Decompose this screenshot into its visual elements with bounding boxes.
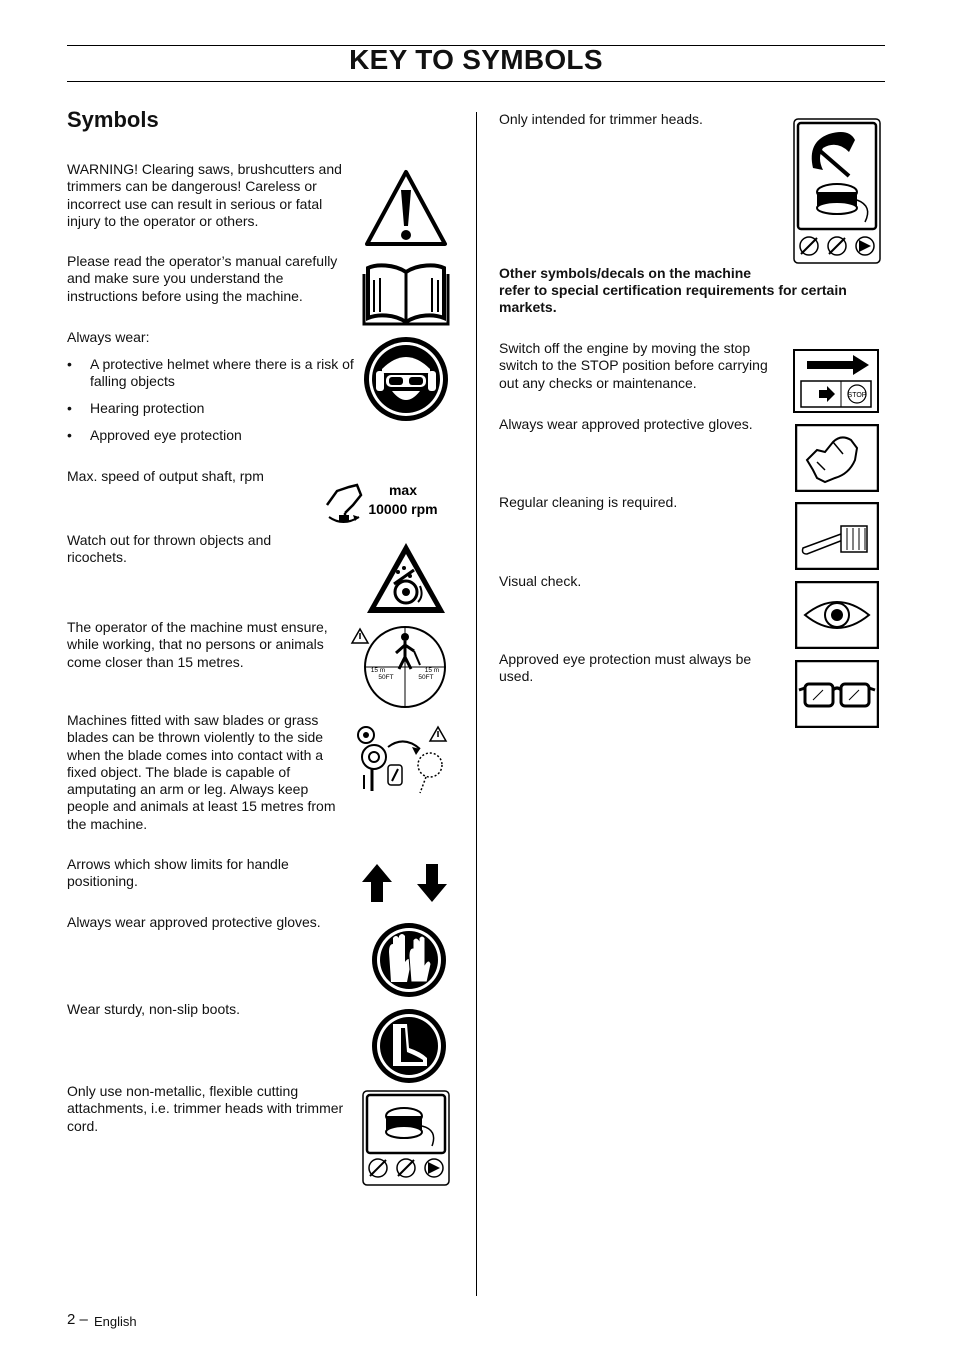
arrow-down-icon [415, 862, 449, 904]
visual-check-text: Visual check. [499, 573, 582, 589]
trimmer-head-only-icon [362, 1090, 450, 1186]
handle-arrows-text: Arrows which show limits for handle positioning. [67, 856, 289, 890]
stop-switch-icon [793, 349, 879, 413]
trimmer-only-text: Only intended for trimmer heads. [499, 111, 703, 127]
safety-distance-icon [350, 625, 450, 709]
page-number: 2 – [67, 1311, 88, 1328]
page-title: KEY TO SYMBOLS [349, 44, 603, 75]
blade-thrust-icon [354, 725, 450, 795]
distance-feet-label-left: 50FT [378, 674, 394, 681]
bullet-text: Approved eye protection [90, 427, 242, 443]
gloves-decal-icon [795, 424, 879, 492]
bullet-mark: • [67, 356, 72, 372]
eye-protection-text: Approved eye protection must always be used. [499, 651, 752, 685]
distance-text: The operator of the machine must ensure, while working, that no persons or animals come closer than 15 metres. [67, 619, 328, 670]
max-label: max [388, 482, 418, 498]
cleaning-text: Regular cleaning is required. [499, 494, 678, 510]
section-heading: Symbols [67, 107, 159, 132]
boots-text: Wear sturdy, non-slip boots. [67, 1001, 241, 1017]
bullet-helmet [67, 356, 357, 391]
helmet-hearing-eye-icon [362, 335, 450, 423]
gloves-icon [371, 922, 447, 998]
column-divider [476, 112, 477, 1296]
bullet-eye [67, 427, 357, 444]
cleaning-brush-icon [795, 502, 879, 570]
nonmetal-text: Only use non-metallic, flexible cutting attachments, i.e. trimmer heads with trimmer cord. [67, 1083, 344, 1134]
bullet-text: A protective helmet where there is a risk of falling objects [90, 356, 354, 390]
stop-switch-text: Switch off the engine by moving the stop switch to the STOP position before carrying out any checks or maintenance. [499, 340, 768, 391]
distance-metres-label-right: 15 m [424, 667, 440, 674]
gloves-decal-text: Always wear approved protective gloves. [499, 416, 753, 432]
other-symbols-heading: Other symbols/decals on the machine [499, 265, 752, 281]
bullet-hearing [67, 400, 357, 417]
arrow-up-icon [360, 862, 394, 904]
bullet-mark: • [67, 400, 72, 416]
manual-text: Please read the operator’s manual carefully and make sure you understand the instructions before using the machine. [67, 253, 338, 304]
trimmer-machine-icon [793, 118, 881, 264]
stop-label: STOP [847, 392, 867, 399]
read-manual-icon [362, 260, 450, 326]
boots-icon [371, 1008, 447, 1084]
gloves-text: Always wear approved protective gloves. [67, 914, 321, 930]
distance-feet-label-right: 50FT [418, 674, 434, 681]
max-rpm-icon [323, 477, 447, 527]
warning-text: WARNING! Clearing saws, brushcutters and trimmers can be dangerous! Careless or incorrect use can result in serious or fatal injury to the operator or others. [67, 161, 342, 229]
footer-language: English [94, 1314, 137, 1329]
always-wear-text: Always wear: [67, 329, 150, 345]
warning-triangle-icon [363, 168, 449, 248]
bullet-text: Hearing protection [90, 400, 205, 416]
kickback-text: Machines fitted with saw blades or grass blades can be thrown violently to the side when the blade comes into contact with a fixed object. The blade is capable of amputating an arm or leg. Always keep people and animals at least 15 metres from the machine. [67, 712, 336, 832]
distance-metres-label-left: 15 m [370, 667, 386, 674]
safety-glasses-icon [795, 660, 879, 728]
rpm-label: 10000 rpm [368, 501, 438, 517]
thrown-objects-text: Watch out for thrown objects and ricochets. [67, 532, 272, 566]
max-speed-text: Max. speed of output shaft, rpm [67, 468, 264, 484]
title-bottom-rule [67, 81, 885, 82]
visual-check-eye-icon [795, 581, 879, 649]
bullet-mark: • [67, 427, 72, 443]
thrown-objects-icon [364, 540, 448, 616]
other-symbols-subheading: refer to special certification requirements for certain markets. [499, 282, 847, 316]
